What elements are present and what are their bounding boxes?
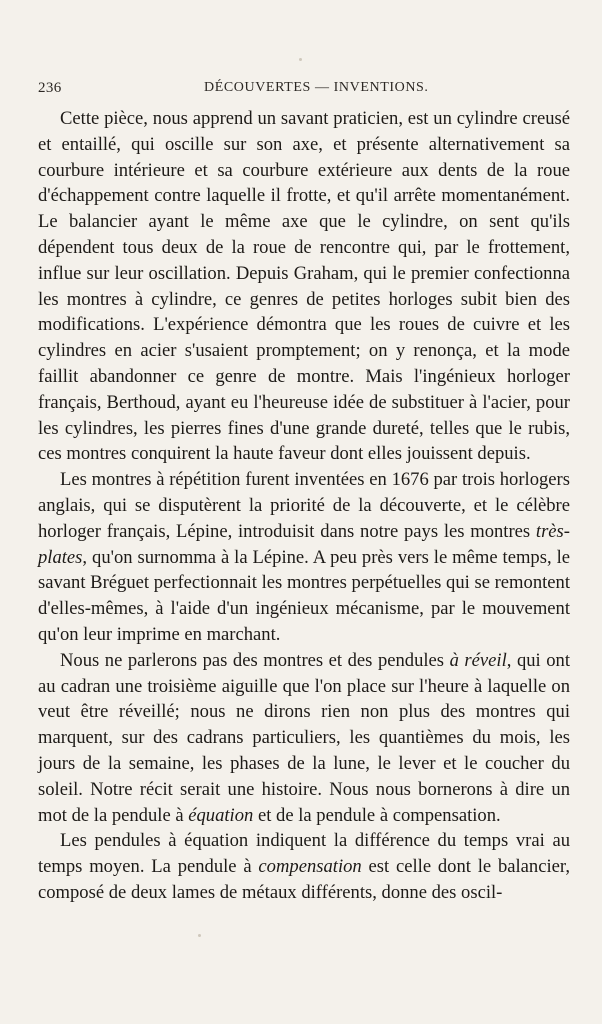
paragraph-4-text-2: est celle dont le balancier, composé de deux lames de métaux différents, donne des oscil- bbox=[38, 856, 570, 903]
body-text bbox=[38, 106, 570, 906]
page-header bbox=[38, 80, 578, 102]
paragraph-3 bbox=[38, 648, 570, 829]
paragraph-1-text: Cette pièce, nous apprend un savant praticien, est un cylindre creusé et entaillé, qui oscille sur son axe, et présente alternativement sa courbure intérieure et sa courbure extérieure aux dents de la roue d'échappement contre laquelle il frotte, et qu'il arrête momentanément. Le balancier ayant le même axe que le cylindre, on sent qu'ils dépendent tous deux de la roue de rencontre qui, par le frottement, influe sur leur oscillation. Depuis Graham, qui le premier confectionna les montres à cylindre, ce genres de petites horloges subit bien des modifications. L'expérience démontra que les roues de cuivre et les cylindres en acier s'usaient promptement; on y renonça, et la mode faillit abandonner ce genre de montre. Mais l'ingénieux horloger français, Berthoud, ayant eu l'heureuse idée de substituer à l'acier, pour les cylindres, les pierres fines d'une grande dureté, telles que le rubis, ces montres conquirent la haute faveur dont elles jouissent depuis. bbox=[38, 108, 570, 465]
paragraph-2 bbox=[38, 467, 570, 648]
paragraph-2-italic-tres-plates: très-plates bbox=[38, 520, 570, 568]
running-head: DÉCOUVERTES — INVENTIONS. bbox=[204, 80, 429, 95]
paragraph-3-text-3: et de la pendule à compensation. bbox=[253, 804, 501, 826]
paragraph-2-text-1: Les montres à répétition furent inventées en 1676 par trois horlogers anglais, qui se disputèrent la priorité de la découverte, et le célèbre horloger français, Lépine, introduisit dans notre pays les montres bbox=[38, 469, 570, 542]
paragraph-3-italic-a-reveil: à réveil bbox=[449, 649, 507, 671]
paper-speck bbox=[299, 58, 302, 61]
page-number: 236 bbox=[38, 80, 62, 96]
paragraph-4-italic-compensation: compensation bbox=[258, 856, 362, 878]
paragraph-2-text-2: , qu'on surnomma à la Lépine. A peu près vers le même temps, le savant Bréguet perfectionnait les montres perpétuelles qui se remontent d'elles-mêmes, à l'aide d'un ingénieux mécanisme, par le mouvement qu'on leur imprime en marchant. bbox=[38, 546, 570, 645]
paragraph-1 bbox=[38, 106, 570, 467]
paragraph-3-text-1: Nous ne parlerons pas des montres et des pendules bbox=[60, 649, 450, 671]
paragraph-4-text-1: Les pendules à équation indiquent la différence du temps vrai au temps moyen. La pendule à bbox=[38, 830, 570, 878]
paragraph-4 bbox=[38, 828, 570, 905]
paragraph-3-text-2: , qui ont au cadran une troisième aiguille que l'on place sur l'heure à laquelle on veut être réveillé; nous ne dirons rien non plus des montres qui marquent, sur des cadrans particuliers, les quantièmes du mois, les jours de la semaine, les phases de la lune, le lever et le coucher du soleil. Notre récit serait une histoire. Nous nous bornerons à dire un mot de la pendule à bbox=[38, 649, 571, 826]
paper-speck bbox=[198, 934, 201, 937]
paragraph-3-italic-equation: équation bbox=[188, 804, 254, 826]
